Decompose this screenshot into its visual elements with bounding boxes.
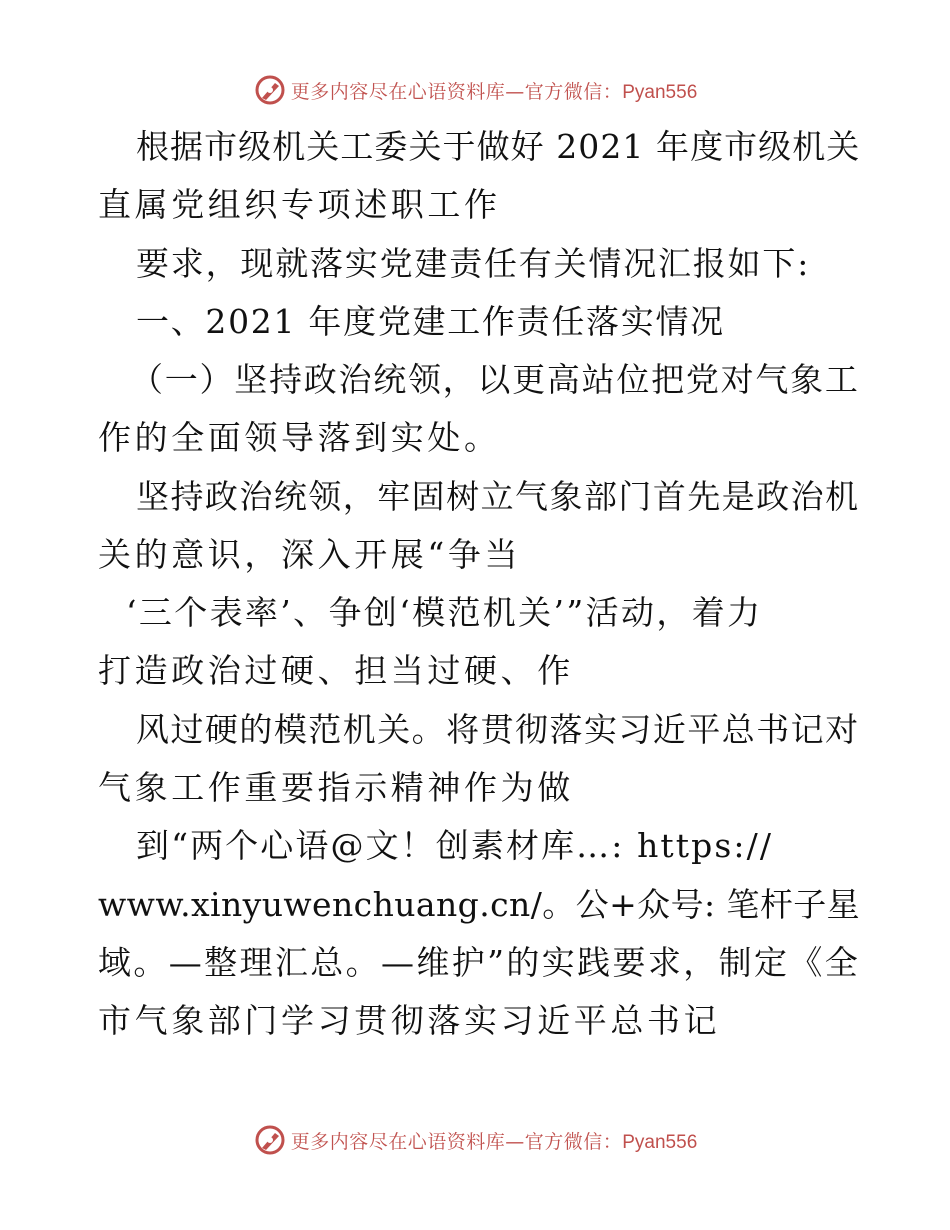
body-line-7: 坚持政治统领，牢固树立气象部门首先是政治机	[136, 477, 860, 516]
body-line-15: 域。—整理汇总。—维护”的实践要求，制定《全	[98, 943, 861, 982]
body-line-11: 风过硬的模范机关。将贯彻落实习近平总书记对	[136, 710, 860, 749]
body-line-8: 关的意识，深入开展“争当	[98, 535, 522, 574]
subsection-heading-1: （一）坚持政治统领，以更高站位把党对气象工	[130, 360, 860, 399]
body-line-10: 打造政治过硬、担当过硬、作	[98, 651, 574, 690]
body-line-14: www.xinyuwenchuang.cn/。公+众号: 笔杆子星	[98, 885, 861, 924]
body-line-2: 直属党组织专项述职工作	[98, 185, 501, 224]
body-line-12: 气象工作重要指示精神作为做	[98, 768, 574, 807]
footer-watermark-text: 更多内容尽在心语资料库—官方微信：Pyan556	[290, 1130, 698, 1153]
body-line-6: 作的全面领导落到实处。	[98, 418, 501, 457]
pen-logo-icon	[253, 1123, 287, 1157]
body-line-1: 根据市级机关工委关于做好 2021 年度市级机关	[136, 127, 861, 166]
pen-logo-icon	[253, 73, 287, 107]
header-watermark-text: 更多内容尽在心语资料库—官方微信：Pyan556	[290, 80, 698, 103]
header-watermark	[0, 70, 950, 110]
section-heading-1: 一、2021 年度党建工作责任落实情况	[136, 302, 725, 341]
body-line-13: 到“两个心语@文！创素材库…: https://	[136, 826, 774, 865]
body-line-16: 市气象部门学习贯彻落实习近平总书记	[98, 1001, 721, 1040]
footer-watermark	[0, 1120, 950, 1160]
body-line-9: ‘三个表率’、争创‘模范机关’”活动，着力	[126, 593, 763, 632]
body-line-3: 要求，现就落实党建责任有关情况汇报如下:	[136, 244, 811, 283]
